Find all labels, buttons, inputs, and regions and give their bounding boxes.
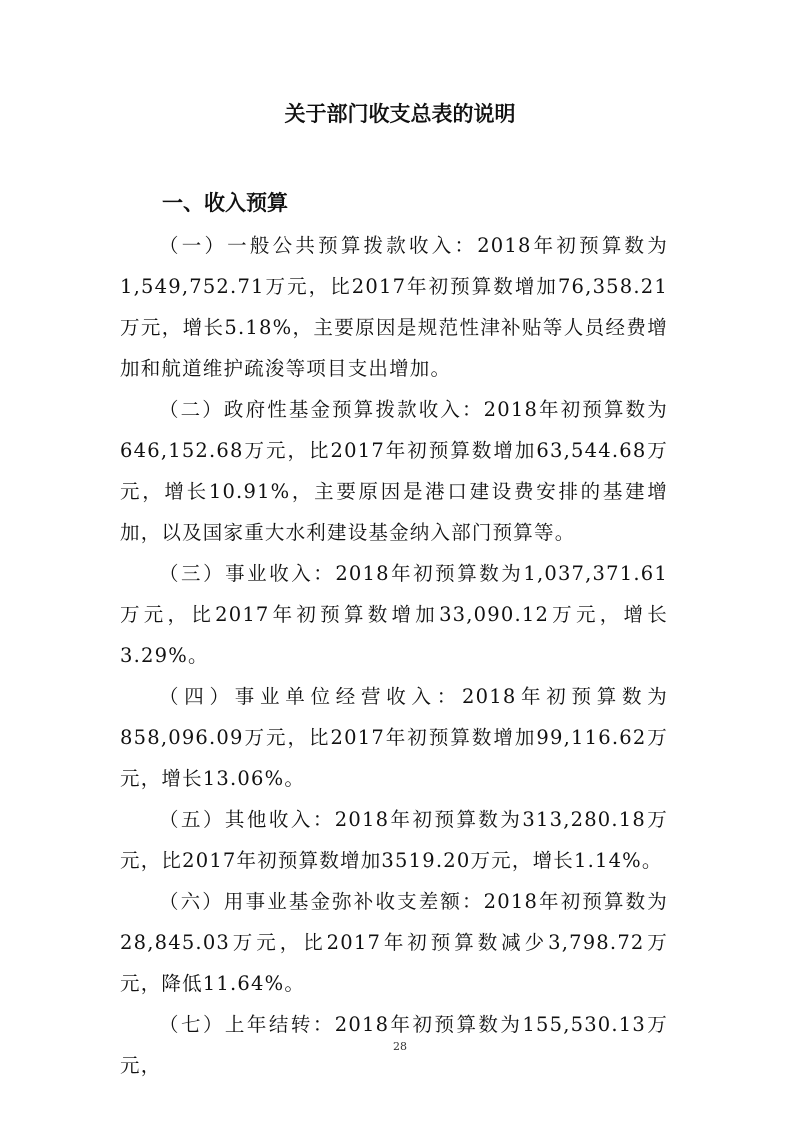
body-text (120, 225, 668, 1086)
paragraph-operating-income: （四）事业单位经营收入：2018年初预算数为858,096.09万元，比2017年初预算数增加99,116.62万元，增长13.06%。 (120, 685, 668, 790)
page-number: 28 (393, 1040, 407, 1053)
page-title: 关于部门收支总表的说明 (284, 102, 516, 126)
paragraph-prior-year-carryover: （七）上年结转：2018年初预算数为155,530.13万元， (120, 1013, 668, 1077)
paragraph-business-income: （三）事业收入：2018年初预算数为1,037,371.61万元，比2017年初预算数增加33,090.12万元，增长3.29%。 (120, 562, 668, 667)
paragraph-government-fund-budget: （二）政府性基金预算拨款收入：2018年初预算数为646,152.68万元，比2017年初预算数增加63,544.68万元，增长10.91%，主要原因是港口建设费安排的基建增加，以及国家重大水利建设基金纳入部门预算等。 (120, 398, 668, 544)
section-heading-income-budget: 一、收入预算 (162, 191, 288, 215)
paragraph-other-income: （五）其他收入：2018年初预算数为313,280.18万元，比2017年初预算数增加3519.20万元，增长1.14%。 (120, 808, 668, 872)
paragraph-business-fund-offset: （六）用事业基金弥补收支差额：2018年初预算数为28,845.03万元，比2017年初预算数减少3,798.72万元，降低11.64%。 (120, 890, 668, 995)
paragraph-general-public-budget: （一）一般公共预算拨款收入：2018年初预算数为1,549,752.71万元，比2017年初预算数增加76,358.21万元，增长5.18%，主要原因是规范性津补贴等人员经费增加和航道维护疏浚等项目支出增加。 (120, 234, 668, 380)
